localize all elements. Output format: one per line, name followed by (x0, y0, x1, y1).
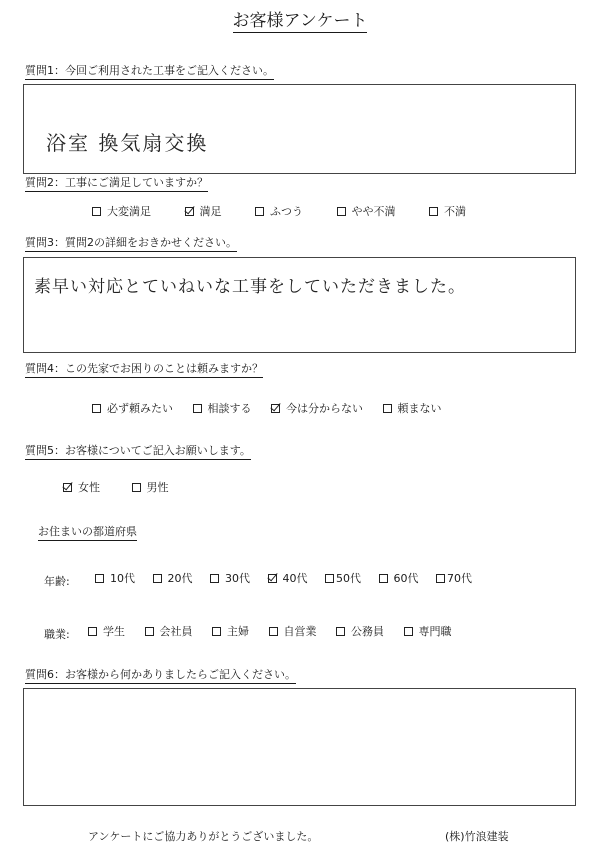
q4-option-no[interactable]: 頼まない (383, 401, 442, 417)
checkbox-icon (436, 574, 445, 583)
job-option-homemaker[interactable]: 主婦 (212, 624, 249, 640)
checkbox-icon (193, 404, 202, 413)
question-6-label: 質問6：お客様から何かありましたらご記入ください。 (25, 668, 296, 684)
question-2-label: 質問2：工事にご満足していますか？ (25, 176, 208, 192)
age-option-70s[interactable]: 70代 (436, 571, 472, 587)
q2-option-very-satisfied[interactable]: 大変満足 (92, 204, 151, 220)
checkbox-icon (429, 207, 438, 216)
question-3-label: 質問3：質問2の詳細をおきかせください。 (25, 236, 237, 252)
checkbox-icon (88, 627, 97, 636)
q2-option-somewhat-dissatisfied[interactable]: やや不満 (337, 204, 396, 220)
checkbox-icon (92, 404, 101, 413)
checked-checkbox-icon (268, 574, 277, 583)
job-option-professional[interactable]: 専門職 (404, 624, 452, 640)
job-options (88, 624, 452, 640)
footer-thanks: アンケートにご協力ありがとうございました。 (88, 830, 319, 843)
gender-option-female[interactable]: 女性 (63, 480, 100, 496)
checkbox-icon (379, 574, 388, 583)
job-option-self-employed[interactable]: 自営業 (269, 624, 317, 640)
checked-checkbox-icon (63, 483, 72, 492)
checkbox-icon (383, 404, 392, 413)
question-3-answer: 素早い対応とていねいな工事をしていただきました。 (34, 277, 466, 297)
age-option-40s[interactable]: 40代 (268, 571, 308, 587)
checkbox-icon (212, 627, 221, 636)
job-option-civil-servant[interactable]: 公務員 (336, 624, 384, 640)
q2-option-neutral[interactable]: ふつう (255, 204, 303, 220)
question-2-options (92, 204, 484, 220)
question-6-answer-box[interactable] (23, 688, 576, 806)
question-3-answer-box[interactable] (23, 257, 576, 353)
checkbox-icon (92, 207, 101, 216)
question-4-label: 質問4：この先家でお困りのことは頼みますか？ (25, 362, 263, 378)
question-1-label: 質問1：今回ご利用された工事をご記入ください。 (25, 64, 274, 80)
checkbox-icon (269, 627, 278, 636)
q4-option-unsure[interactable]: 今は分からない (271, 401, 363, 417)
job-option-employee[interactable]: 会社員 (145, 624, 193, 640)
age-option-60s[interactable]: 60代 (379, 571, 419, 587)
question-1-answer: 浴室 換気扇交換 (46, 131, 209, 155)
age-options (95, 571, 472, 587)
age-option-50s[interactable]: 50代 (325, 571, 361, 587)
checked-checkbox-icon (185, 207, 194, 216)
checkbox-icon (255, 207, 264, 216)
checkbox-icon (132, 483, 141, 492)
job-option-student[interactable]: 学生 (88, 624, 125, 640)
q4-option-definitely[interactable]: 必ず頼みたい (92, 401, 173, 417)
checkbox-icon (337, 207, 346, 216)
checkbox-icon (145, 627, 154, 636)
question-1-answer-box[interactable] (23, 84, 576, 174)
age-option-30s[interactable]: 30代 (210, 571, 250, 587)
question-4-options (92, 401, 460, 417)
checkbox-icon (210, 574, 219, 583)
checked-checkbox-icon (271, 404, 280, 413)
q2-option-satisfied[interactable]: 満足 (185, 204, 222, 220)
gender-option-male[interactable]: 男性 (132, 480, 169, 496)
job-label: 職業: (44, 628, 70, 641)
q4-option-consult[interactable]: 相談する (193, 401, 252, 417)
checkbox-icon (325, 574, 334, 583)
gender-options (63, 480, 187, 496)
footer-company: (株)竹浪建装 (445, 830, 509, 843)
checkbox-icon (153, 574, 162, 583)
question-5-label: 質問5：お客様についてご記入お願いします。 (25, 444, 251, 460)
q2-option-dissatisfied[interactable]: 不満 (429, 204, 466, 220)
age-label: 年齢: (44, 575, 70, 588)
age-option-10s[interactable]: 10代 (95, 571, 135, 587)
page-title: お客様アンケート (232, 11, 368, 31)
checkbox-icon (336, 627, 345, 636)
prefecture-label: お住まいの都道府県 (38, 525, 137, 541)
checkbox-icon (404, 627, 413, 636)
checkbox-icon (95, 574, 104, 583)
age-option-20s[interactable]: 20代 (153, 571, 193, 587)
